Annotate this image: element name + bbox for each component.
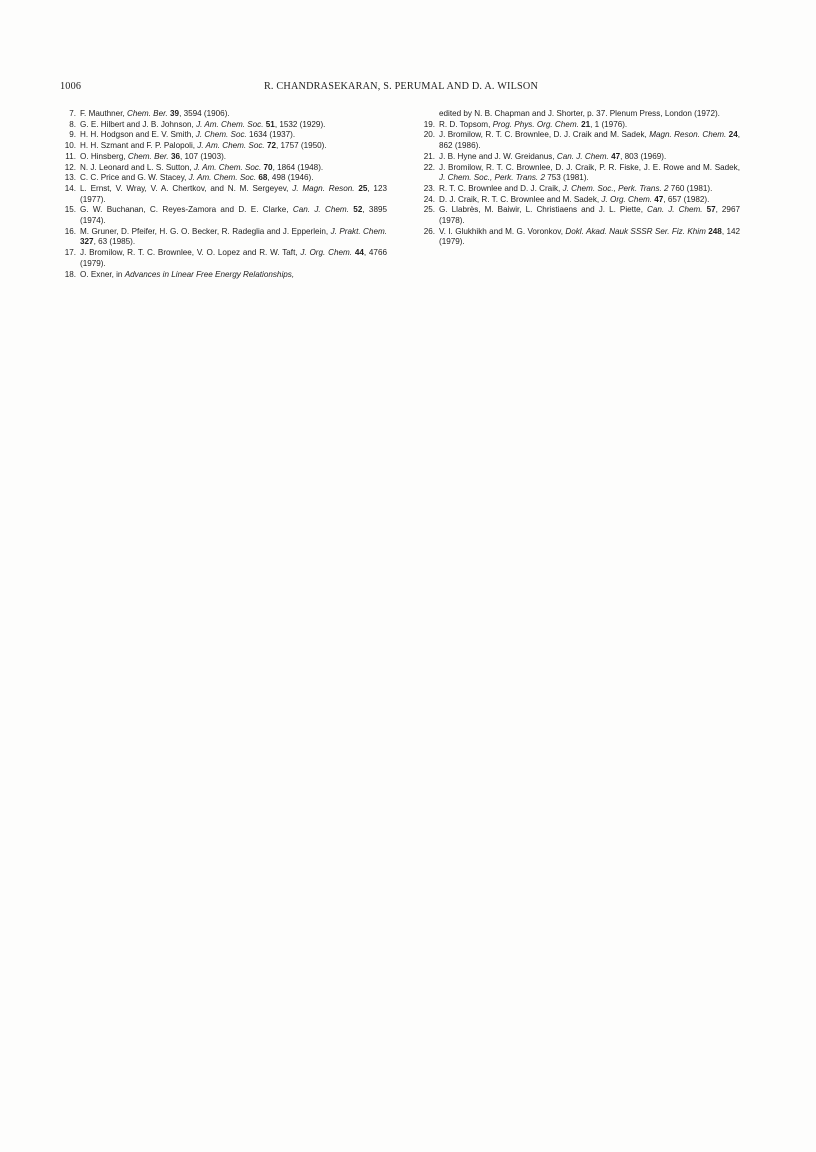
reference-fragment: H. H. Szmant and F. P. Palopoli, xyxy=(80,141,198,151)
reference-number: 12. xyxy=(64,162,76,172)
reference-fragment: , 862 (1986). xyxy=(439,130,740,151)
reference-number: 22. xyxy=(423,162,435,172)
reference-text xyxy=(80,152,387,163)
reference-fragment: , 3895 (1974). xyxy=(80,205,388,226)
volume-number: 51 xyxy=(265,119,275,129)
journal-title: Can. J. Chem. xyxy=(292,205,349,215)
reference-fragment: , 803 (1969). xyxy=(620,151,667,161)
reference-fragment: G. Llabrès, M. Baiwir, L. Christiaens and J. L. Piette, xyxy=(439,205,647,215)
volume-number: 72 xyxy=(266,141,277,151)
reference-number: 17. xyxy=(64,248,76,258)
reference-number: 10. xyxy=(64,141,76,151)
references-left-column xyxy=(61,109,387,280)
volume-number: 68 xyxy=(258,173,268,183)
journal-title: J. Am. Chem. Soc. xyxy=(197,141,265,151)
journal-title: Can. J. Chem. xyxy=(556,151,609,161)
reference-fragment: , 107 (1903). xyxy=(179,151,227,161)
reference-text xyxy=(80,184,387,205)
volume-number: 47 xyxy=(654,194,664,204)
reference-text xyxy=(80,227,387,248)
reference-text xyxy=(80,270,387,281)
reference-fragment: L. Ernst, V. Wray, V. A. Chertkov, and N. M. Sergeyev, xyxy=(80,183,293,193)
reference-item xyxy=(61,270,387,281)
page-header xyxy=(60,81,742,97)
reference-fragment: , 142 (1979). xyxy=(439,226,740,247)
reference-number: 24. xyxy=(423,194,435,204)
reference-text xyxy=(80,109,387,120)
volume-number: 52 xyxy=(353,205,363,215)
reference-fragment: , 1864 (1948). xyxy=(272,162,324,172)
reference-fragment: J. Bromilow, R. T. C. Brownlee, V. O. Lopez and R. W. Taft, xyxy=(80,248,301,258)
reference-fragment: , 657 (1982). xyxy=(663,194,710,204)
volume-number: 248 xyxy=(708,226,722,236)
reference-text xyxy=(439,120,740,131)
reference-item xyxy=(420,205,740,226)
reference-number: 8. xyxy=(69,119,76,129)
reference-item xyxy=(61,248,387,269)
volume-number: 47 xyxy=(611,151,621,161)
reference-fragment: , 3594 (1906). xyxy=(179,109,230,118)
reference-text xyxy=(439,152,740,163)
journal-title: J. Org. Chem. xyxy=(300,248,353,258)
volume-number: 25 xyxy=(358,183,368,193)
journal-title: J. Chem. Soc., Perk. Trans. 2 xyxy=(562,183,669,193)
reference-item xyxy=(61,130,387,141)
reference-item xyxy=(420,195,740,206)
reference-fragment: C. C. Price and G. W. Stacey, xyxy=(80,173,189,183)
reference-item xyxy=(61,152,387,163)
volume-number: 70 xyxy=(263,162,273,172)
journal-title: J. Am. Chem. Soc. xyxy=(193,162,262,172)
reference-text xyxy=(439,195,740,206)
volume-number: 36 xyxy=(170,151,180,161)
reference-fragment: 1634 (1937). xyxy=(246,130,296,140)
reference-text xyxy=(439,130,740,151)
reference-fragment: , 2967 (1978). xyxy=(439,205,740,226)
reference-fragment: G. W. Buchanan, C. Reyes-Zamora and D. E. Clarke, xyxy=(80,205,293,215)
reference-number: 15. xyxy=(64,205,76,215)
reference-item xyxy=(61,173,387,184)
reference-text xyxy=(439,163,740,184)
journal-title: J. Prakt. Chem. xyxy=(330,226,387,236)
reference-text xyxy=(439,205,740,226)
reference-continuation: edited by N. B. Chapman and J. Shorter, p. 37. Plenum Press, London (1972). xyxy=(439,109,720,118)
reference-fragment: J. Bromilow, R. T. C. Brownlee, D. J. Craik, P. R. Fiske, J. E. Rowe and M. Sadek, xyxy=(439,162,740,172)
reference-fragment: , 123 (1977). xyxy=(80,183,387,204)
reference-item xyxy=(420,184,740,195)
reference-item xyxy=(61,141,387,152)
reference-number: 16. xyxy=(64,226,76,236)
reference-fragment: V. I. Glukhikh and M. G. Voronkov, xyxy=(439,226,566,236)
reference-fragment: F. Mauthner, xyxy=(80,109,127,118)
reference-number: 26. xyxy=(423,226,435,236)
reference-item xyxy=(61,184,387,205)
page-number: 1006 xyxy=(60,81,82,92)
journal-title: J. Org. Chem. xyxy=(601,194,652,204)
reference-number: 19. xyxy=(423,119,435,129)
volume-number: 57 xyxy=(706,205,716,215)
reference-number: 11. xyxy=(65,151,76,161)
reference-number: 21. xyxy=(423,151,435,161)
journal-title: Prog. Phys. Org. Chem. xyxy=(492,119,579,129)
reference-number: 9. xyxy=(69,130,76,140)
reference-fragment: J. B. Hyne and J. W. Greidanus, xyxy=(439,151,557,161)
reference-item xyxy=(420,152,740,163)
volume-number: 44 xyxy=(354,248,364,258)
volume-number: 21 xyxy=(581,119,591,129)
reference-number: 14. xyxy=(64,183,76,193)
reference-item xyxy=(420,227,740,248)
reference-fragment: O. Hinsberg, xyxy=(80,151,128,161)
reference-text xyxy=(80,120,387,131)
reference-item xyxy=(420,120,740,131)
journal-title: Magn. Reson. Chem. xyxy=(649,130,727,140)
journal-title: Chem. Ber. xyxy=(127,151,169,161)
journal-title: J. Chem. Soc. xyxy=(195,130,247,140)
references-right-column xyxy=(420,109,740,248)
reference-item xyxy=(420,130,740,151)
reference-fragment: N. J. Leonard and L. S. Sutton, xyxy=(80,162,194,172)
reference-fragment: R. T. C. Brownlee and D. J. Craik, xyxy=(439,183,563,193)
reference-fragment: J. Bromilow, R. T. C. Brownlee, D. J. Craik and M. Sadek, xyxy=(439,130,650,140)
reference-fragment: R. D. Topsom, xyxy=(439,119,493,129)
reference-fragment: 760 (1981). xyxy=(668,183,713,193)
reference-number: 23. xyxy=(423,183,435,193)
reference-fragment: O. Exner, in xyxy=(80,269,125,279)
reference-fragment: 753 (1981). xyxy=(544,173,589,183)
reference-text xyxy=(80,173,387,184)
reference-text xyxy=(80,248,387,269)
running-head: R. CHANDRASEKARAN, S. PERUMAL AND D. A. WILSON xyxy=(263,81,539,92)
reference-item xyxy=(61,109,387,120)
reference-fragment: G. E. Hilbert and J. B. Johnson, xyxy=(80,119,197,129)
reference-number: 18. xyxy=(64,269,76,279)
reference-fragment: , 1757 (1950). xyxy=(276,141,327,151)
reference-fragment: , 4766 (1979). xyxy=(80,248,387,268)
volume-number: 39 xyxy=(170,109,180,118)
journal-title: J. Am. Chem. Soc. xyxy=(188,173,257,183)
reference-item xyxy=(61,163,387,174)
reference-number: 20. xyxy=(423,130,435,140)
reference-text xyxy=(80,130,387,141)
reference-fragment: , 1 (1976). xyxy=(590,119,628,129)
journal-title: Advances in Linear Free Energy Relationships, xyxy=(124,269,295,279)
reference-fragment: D. J. Craik, R. T. C. Brownlee and M. Sadek, xyxy=(439,194,602,204)
journal-title: J. Magn. Reson. xyxy=(292,183,355,193)
journal-title: J. Chem. Soc., Perk. Trans. 2 xyxy=(439,173,545,183)
journal-title: Chem. Ber. xyxy=(126,109,168,118)
volume-number: 24 xyxy=(728,130,738,140)
reference-item xyxy=(61,205,387,226)
journal-title: Can. J. Chem. xyxy=(647,205,703,215)
reference-text xyxy=(80,163,387,174)
reference-fragment: , 1532 (1929). xyxy=(274,119,326,129)
reference-fragment: H. H. Hodgson and E. V. Smith, xyxy=(80,130,196,140)
reference-fragment: , 63 (1985). xyxy=(93,237,136,247)
reference-fragment: , 498 (1946). xyxy=(267,173,314,183)
reference-text xyxy=(80,141,387,152)
reference-number: 25. xyxy=(423,205,435,215)
reference-item xyxy=(61,120,387,131)
reference-text xyxy=(439,184,740,195)
reference-item xyxy=(61,227,387,248)
reference-text xyxy=(80,205,387,226)
reference-item xyxy=(420,163,740,184)
reference-number: 7. xyxy=(69,109,76,118)
reference-number: 13. xyxy=(64,173,76,183)
journal-title: Dokl. Akad. Nauk SSSR Ser. Fiz. Khim xyxy=(565,226,706,236)
reference-fragment: M. Gruner, D. Pfeifer, H. G. O. Becker, R. Radeglia and J. Epperlein, xyxy=(80,226,331,236)
journal-title: J. Am. Chem. Soc. xyxy=(196,119,264,129)
volume-number: 327 xyxy=(80,237,94,247)
reference-text xyxy=(439,227,740,248)
